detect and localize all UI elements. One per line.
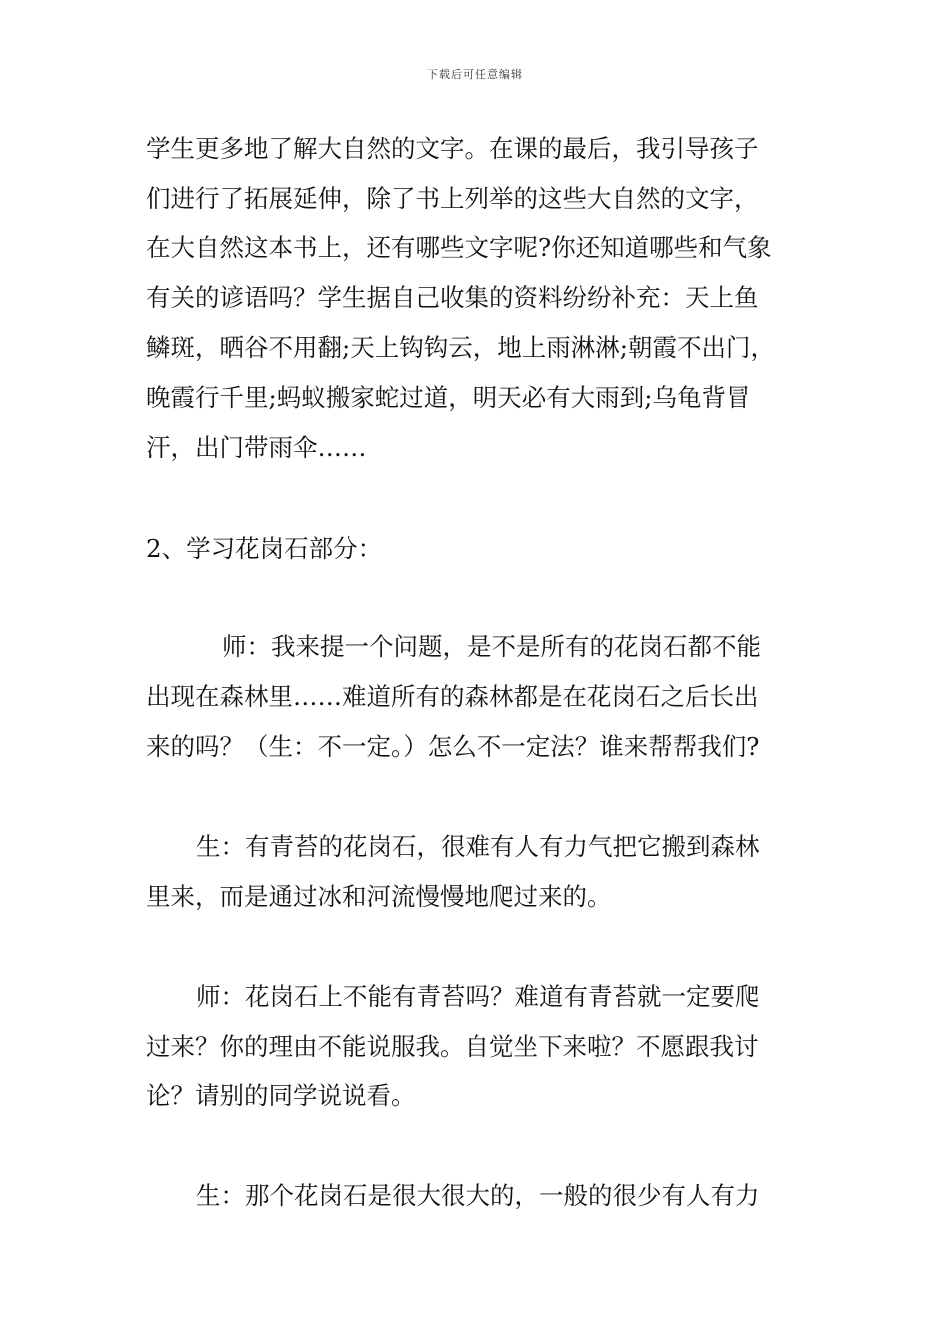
text-line: 生：有青苔的花岗石，很难有人有力气把它搬到森林 (196, 832, 760, 861)
text-line: 来的吗？（生：不一定。）怎么不一定法？谁来帮帮我们? (146, 732, 760, 761)
text-line: 晚霞行千里;蚂蚁搬家蛇过道，明天必有大雨到;乌龟背冒 (146, 383, 751, 412)
text-line: 鳞斑，晒谷不用翻;天上钩钩云，地上雨淋淋;朝霞不出门， (146, 333, 776, 362)
text-line: 里来，而是通过冰和河流慢慢地爬过来的。 (146, 882, 612, 911)
page-header: 下载后可任意编辑 (427, 68, 523, 81)
text-line: 论？请别的同学说说看。 (146, 1081, 416, 1110)
text-line: 学生更多地了解大自然的文字。在课的最后，我引导孩子 (146, 134, 759, 163)
text-line: 生：那个花岗石是很大很大的，一般的很少有人有力 (196, 1181, 760, 1210)
text-line: 汗，出门带雨伞…… (146, 433, 367, 462)
text-line: 过来？你的理由不能说服我。自觉坐下来啦？不愿跟我讨 (146, 1032, 759, 1061)
text-line: 出现在森林里……难道所有的森林都是在花岗石之后长出 (146, 682, 759, 711)
text-line: 师：花岗石上不能有青苔吗？难道有青苔就一定要爬 (196, 982, 760, 1011)
text-line: 在大自然这本书上，还有哪些文字呢?你还知道哪些和气象 (146, 233, 772, 262)
text-line: 们进行了拓展延伸，除了书上列举的这些大自然的文字， (146, 184, 759, 213)
text-line: 师：我来提一个问题，是不是所有的花岗石都不能 (222, 632, 761, 661)
text-line: 有关的谚语吗？学生据自己收集的资料纷纷补充：天上鱼 (146, 283, 759, 312)
section-heading: 2、学习花岗石部分： (146, 534, 383, 563)
